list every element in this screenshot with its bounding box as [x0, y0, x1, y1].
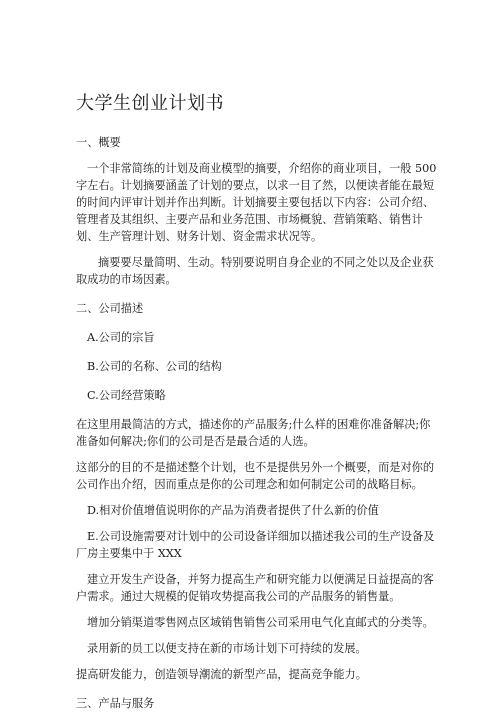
- section-2-item-e: E.公司设施需要对计划中的公司设备详细加以描述我公司的生产设备及厂房主要集中于 XXX: [76, 530, 435, 560]
- section-2-item-c: C.公司经营策略: [87, 389, 166, 402]
- section-2-paragraph-1: 在这里用最简洁的方式，描述你的产品服务;什么样的困难你准备解决;你准备如何解决;你们的公司是否是最合适的人选。: [76, 418, 431, 448]
- section-2-paragraph-5: 录用新的员工以便支持在新的市场计划下可持续的发展。: [87, 642, 367, 655]
- section-2-item-d: D.相对价值增值说明你的产品为消费者提供了什么新的价值: [87, 504, 379, 517]
- section-1-heading: 一、概要: [76, 136, 121, 149]
- section-2-paragraph-2: 这部分的目的不是描述整个计划，也不是提供另外一个概要，而是对你的公司作出介绍，因而重点是你的公司理念和如何制定公司的战略目标。: [76, 461, 435, 491]
- section-2-item-b: B.公司的名称、公司的结构: [87, 360, 222, 373]
- document-title: 大学生创业计划书: [76, 93, 224, 114]
- section-2-heading: 二、公司描述: [76, 302, 144, 315]
- section-2-item-a: A.公司的宗旨: [87, 331, 155, 344]
- section-2-paragraph-3: 建立开发生产设备，并努力提高生产和研究能力以便满足日益提高的客户需求。通过大规模的促销攻势提高我公司的产品服务的销售量。: [76, 573, 434, 603]
- section-1-paragraph-1: 一个非常简练的计划及商业模型的摘要，介绍你的商业项目，一般 500 字左右。计划摘要涵盖了计划的要点，以求一目了然，以便读者能在最短的时间内评审计划并作出判断。计划摘要主要包括以下内容：公司介绍、管理者及其组织、主要产品和业务范围、市场概貌、营销策略、销售计划、生产管理计划、财务计划、资金需求状况等。: [76, 162, 437, 243]
- section-3-heading: 三、产品与服务: [76, 697, 155, 710]
- section-1-paragraph-2: 摘要要尽量简明、生动。特别要说明自身企业的不同之处以及企业获取成功的市场因素。: [76, 256, 434, 286]
- section-2-paragraph-4: 增加分销渠道零售网点区域销售销售公司采用电气化直邮式的分类等。: [87, 616, 434, 629]
- section-2-paragraph-6: 提高研发能力，创造领导潮流的新型产品，提高竞争能力。: [76, 668, 367, 681]
